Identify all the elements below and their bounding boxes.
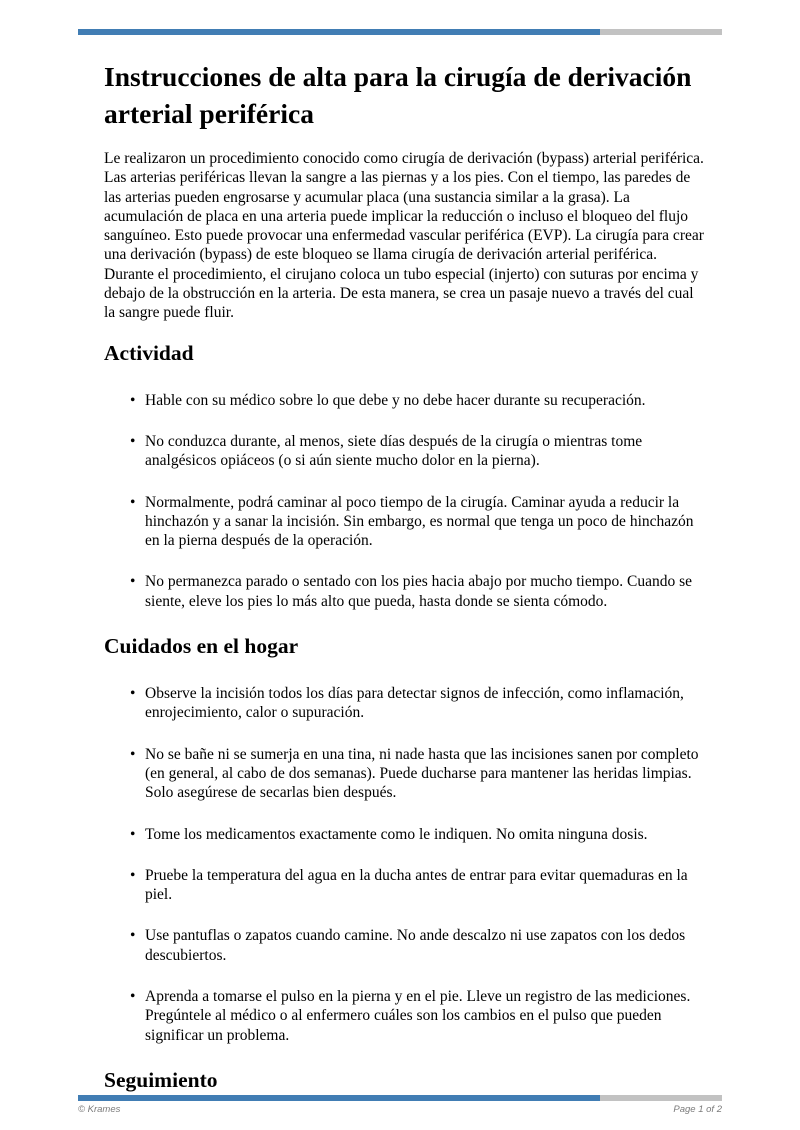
footer-accent-bar — [78, 1095, 722, 1101]
page-number-label: Page 1 of 2 — [673, 1104, 722, 1115]
page-footer — [78, 1095, 722, 1115]
intro-paragraph: Le realizaron un procedimiento conocido como cirugía de derivación (bypass) arterial periférica. Las arterias periféricas llevan la sangre a las piernas y a los pies. Con el tiempo, las paredes de las arterias pueden engrosarse y acumular placa (una sustancia similar a la grasa). La acumulación de placa en una arteria puede implicar la reducción o incluso el bloqueo del flujo sanguíneo. Esto puede provocar una enfermedad vascular periférica (EVP). La cirugía para crear una derivación (bypass) de este bloqueo se llama cirugía de derivación arterial periférica. Durante el procedimiento, el cirujano coloca un tubo especial (injerto) con suturas por encima y debajo de la obstrucción en la arteria. De esta manera, se crea un pasaje nuevo a través del cual la sangre puede fluir. — [104, 150, 704, 322]
list-item: • Tome los medicamentos exactamente como le indiquen. No omita ninguna dosis. — [145, 825, 706, 844]
section-heading-actividad: Actividad — [104, 340, 194, 365]
list-item: • Normalmente, podrá caminar al poco tiempo de la cirugía. Caminar ayuda a reducir la hinchazón y a sanar la incisión. Sin embargo, es normal que tenga un poco de hinchazón en la pierna después de la operación. — [145, 493, 706, 551]
list-item: • No conduzca durante, al menos, siete días después de la cirugía o mientras tome analgésicos opiáceos (o si aún siente mucho dolor en la pierna). — [145, 432, 706, 471]
list-item: • Pruebe la temperatura del agua en la ducha antes de entrar para evitar quemaduras en la piel. — [145, 866, 706, 905]
document-body — [104, 35, 706, 1118]
section-heading-cuidados-en-el-hogar: Cuidados en el hogar — [104, 634, 299, 659]
section-heading-seguimiento: Seguimiento — [104, 1067, 218, 1092]
list-item: • Use pantuflas o zapatos cuando camine. No ande descalzo ni use zapatos con los dedos descubiertos. — [145, 926, 706, 965]
footer-accent-bar-gray-segment — [600, 1095, 722, 1101]
footer-accent-bar-blue-segment — [78, 1095, 600, 1101]
list-item: • Hable con su médico sobre lo que debe y no debe hacer durante su recuperación. — [145, 391, 706, 410]
actividad-bullet-list — [104, 391, 706, 611]
cuidados-bullet-list — [104, 684, 706, 1045]
list-item: • No se bañe ni se sumerja en una tina, ni nade hasta que las incisiones sanen por completo (en general, al cabo de dos semanas). Puede ducharse para mantener las heridas limpias. Solo asegúrese de secarlas bien después. — [145, 745, 706, 803]
copyright-text: © Krames — [78, 1104, 121, 1115]
list-item: • No permanezca parado o sentado con los pies hacia abajo por mucho tiempo. Cuando se siente, eleve los pies lo más alto que pueda, hasta donde se sienta cómodo. — [145, 572, 706, 611]
list-item: • Aprenda a tomarse el pulso en la pierna y en el pie. Lleve un registro de las mediciones. Pregúntele al médico o al enfermero cuáles son los cambios en el pulso que pueden significar un problema. — [145, 987, 706, 1045]
page-title: Instrucciones de alta para la cirugía de derivación arterial periférica — [104, 61, 692, 129]
list-item: • Observe la incisión todos los días para detectar signos de infección, como inflamación, enrojecimiento, calor o supuración. — [145, 684, 706, 723]
footer-text-row — [78, 1104, 722, 1115]
